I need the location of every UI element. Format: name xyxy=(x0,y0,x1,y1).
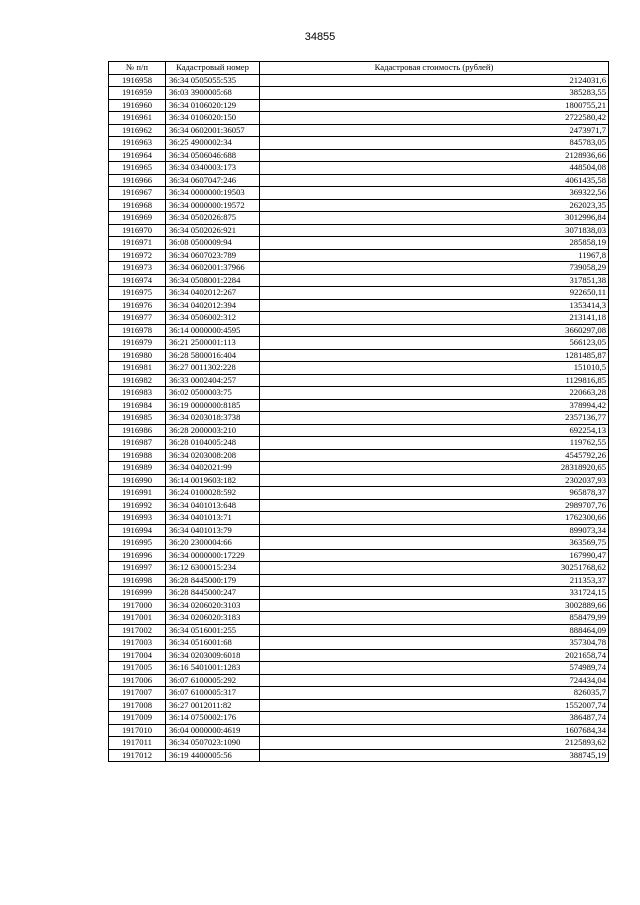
cadastral-value-cell: 213141,18 xyxy=(260,312,609,325)
row-number-cell: 1916985 xyxy=(109,412,166,425)
cadastral-number-cell: 36:34 0203018:3738 xyxy=(166,412,260,425)
cadastral-number-cell: 36:19 0000000:8185 xyxy=(166,399,260,412)
cadastral-value-cell: 357304,78 xyxy=(260,637,609,650)
table-row xyxy=(109,124,609,137)
cadastral-value-cell: 448504,08 xyxy=(260,162,609,175)
table-row xyxy=(109,574,609,587)
row-number-cell: 1916987 xyxy=(109,437,166,450)
row-number-cell: 1916974 xyxy=(109,274,166,287)
cadastral-number-cell: 36:28 5800016:404 xyxy=(166,349,260,362)
cadastral-value-table xyxy=(108,61,609,762)
row-number-cell: 1916964 xyxy=(109,149,166,162)
table-row xyxy=(109,137,609,150)
cadastral-value-cell: 151010,5 xyxy=(260,362,609,375)
cadastral-number-cell: 36:34 0203008:208 xyxy=(166,449,260,462)
table-row xyxy=(109,362,609,375)
table-row xyxy=(109,449,609,462)
cadastral-value-cell: 1353414,3 xyxy=(260,299,609,312)
cadastral-number-cell: 36:34 0516001:68 xyxy=(166,637,260,650)
cadastral-value-cell: 363569,75 xyxy=(260,537,609,550)
cadastral-number-cell: 36:34 0505055:535 xyxy=(166,74,260,87)
table-row xyxy=(109,624,609,637)
row-number-cell: 1916996 xyxy=(109,549,166,562)
row-number-cell: 1917007 xyxy=(109,687,166,700)
cadastral-value-cell: 28318920,65 xyxy=(260,462,609,475)
table-row xyxy=(109,387,609,400)
cadastral-number-cell: 36:34 0000000:17229 xyxy=(166,549,260,562)
table-row xyxy=(109,174,609,187)
cadastral-number-cell: 36:34 0506002:312 xyxy=(166,312,260,325)
cadastral-value-cell: 1281485,87 xyxy=(260,349,609,362)
cadastral-value-cell: 385283,55 xyxy=(260,87,609,100)
cadastral-value-cell: 2357136,77 xyxy=(260,412,609,425)
cadastral-value-cell: 369322,56 xyxy=(260,187,609,200)
cadastral-value-cell: 4061435,58 xyxy=(260,174,609,187)
table-row xyxy=(109,562,609,575)
row-number-cell: 1916988 xyxy=(109,449,166,462)
row-number-cell: 1917010 xyxy=(109,724,166,737)
table-row xyxy=(109,312,609,325)
table-row xyxy=(109,499,609,512)
row-number-cell: 1917012 xyxy=(109,749,166,762)
table-row xyxy=(109,549,609,562)
row-number-cell: 1916975 xyxy=(109,287,166,300)
table-row xyxy=(109,599,609,612)
cadastral-number-cell: 36:12 6300015:234 xyxy=(166,562,260,575)
row-number-cell: 1916994 xyxy=(109,524,166,537)
row-number-cell: 1916977 xyxy=(109,312,166,325)
cadastral-value-cell: 826035,7 xyxy=(260,687,609,700)
table-row xyxy=(109,374,609,387)
row-number-cell: 1916958 xyxy=(109,74,166,87)
cadastral-value-cell: 888464,09 xyxy=(260,624,609,637)
table-header-row xyxy=(109,62,609,75)
cadastral-value-cell: 922650,11 xyxy=(260,287,609,300)
row-number-cell: 1917009 xyxy=(109,712,166,725)
table-row xyxy=(109,274,609,287)
cadastral-value-cell: 724434,04 xyxy=(260,674,609,687)
row-number-cell: 1917006 xyxy=(109,674,166,687)
table-row xyxy=(109,199,609,212)
cadastral-number-cell: 36:34 0506046:688 xyxy=(166,149,260,162)
table-row xyxy=(109,474,609,487)
row-number-cell: 1916997 xyxy=(109,562,166,575)
table-row xyxy=(109,637,609,650)
table-row xyxy=(109,187,609,200)
row-number-cell: 1916990 xyxy=(109,474,166,487)
header-row-number: № п/п xyxy=(109,62,166,75)
cadastral-value-cell: 739058,29 xyxy=(260,262,609,275)
cadastral-value-cell: 211353,37 xyxy=(260,574,609,587)
table-row xyxy=(109,74,609,87)
cadastral-number-cell: 36:28 0104005:248 xyxy=(166,437,260,450)
row-number-cell: 1917002 xyxy=(109,624,166,637)
cadastral-number-cell: 36:25 4900002:34 xyxy=(166,137,260,150)
cadastral-number-cell: 36:24 0100028:592 xyxy=(166,487,260,500)
table-row xyxy=(109,237,609,250)
row-number-cell: 1916963 xyxy=(109,137,166,150)
table-row xyxy=(109,524,609,537)
row-number-cell: 1917008 xyxy=(109,699,166,712)
cadastral-value-cell: 388745,19 xyxy=(260,749,609,762)
row-number-cell: 1916969 xyxy=(109,212,166,225)
row-number-cell: 1916998 xyxy=(109,574,166,587)
cadastral-number-cell: 36:34 0401013:79 xyxy=(166,524,260,537)
cadastral-number-cell: 36:34 0502026:875 xyxy=(166,212,260,225)
cadastral-number-cell: 36:21 2500001:113 xyxy=(166,337,260,350)
cadastral-value-cell: 3002889,66 xyxy=(260,599,609,612)
cadastral-number-cell: 36:20 2300004:66 xyxy=(166,537,260,550)
table-row xyxy=(109,687,609,700)
table-row xyxy=(109,112,609,125)
cadastral-value-cell: 2473971,7 xyxy=(260,124,609,137)
table-row xyxy=(109,749,609,762)
row-number-cell: 1916986 xyxy=(109,424,166,437)
table-row xyxy=(109,537,609,550)
cadastral-value-cell: 285858,19 xyxy=(260,237,609,250)
table-row xyxy=(109,649,609,662)
row-number-cell: 1916983 xyxy=(109,387,166,400)
table-row xyxy=(109,699,609,712)
table-body xyxy=(109,74,609,762)
cadastral-value-cell: 2989707,76 xyxy=(260,499,609,512)
cadastral-number-cell: 36:27 0011302:228 xyxy=(166,362,260,375)
row-number-cell: 1916982 xyxy=(109,374,166,387)
table-row xyxy=(109,462,609,475)
cadastral-number-cell: 36:34 0602001:37966 xyxy=(166,262,260,275)
cadastral-number-cell: 36:34 0402021:99 xyxy=(166,462,260,475)
cadastral-number-cell: 36:04 0000000:4619 xyxy=(166,724,260,737)
row-number-cell: 1916970 xyxy=(109,224,166,237)
cadastral-value-cell: 692254,13 xyxy=(260,424,609,437)
table-row xyxy=(109,212,609,225)
table-row xyxy=(109,162,609,175)
table-row xyxy=(109,349,609,362)
row-number-cell: 1916959 xyxy=(109,87,166,100)
row-number-cell: 1916965 xyxy=(109,162,166,175)
table-row xyxy=(109,612,609,625)
table-row xyxy=(109,249,609,262)
table-row xyxy=(109,712,609,725)
cadastral-number-cell: 36:34 0106020:150 xyxy=(166,112,260,125)
table-row xyxy=(109,324,609,337)
cadastral-value-cell: 1800755,21 xyxy=(260,99,609,112)
cadastral-value-cell: 119762,55 xyxy=(260,437,609,450)
table-row xyxy=(109,399,609,412)
cadastral-number-cell: 36:34 0206020:3103 xyxy=(166,599,260,612)
row-number-cell: 1916984 xyxy=(109,399,166,412)
table-row xyxy=(109,674,609,687)
table-row xyxy=(109,437,609,450)
row-number-cell: 1916995 xyxy=(109,537,166,550)
cadastral-value-cell: 965878,37 xyxy=(260,487,609,500)
row-number-cell: 1916968 xyxy=(109,199,166,212)
cadastral-value-cell: 1552007,74 xyxy=(260,699,609,712)
row-number-cell: 1916980 xyxy=(109,349,166,362)
cadastral-value-cell: 3660297,08 xyxy=(260,324,609,337)
row-number-cell: 1916989 xyxy=(109,462,166,475)
cadastral-number-cell: 36:34 0607023:789 xyxy=(166,249,260,262)
cadastral-value-cell: 858479,99 xyxy=(260,612,609,625)
cadastral-number-cell: 36:03 3900005:68 xyxy=(166,87,260,100)
row-number-cell: 1916960 xyxy=(109,99,166,112)
cadastral-value-cell: 262023,35 xyxy=(260,199,609,212)
cadastral-value-cell: 2128936,66 xyxy=(260,149,609,162)
cadastral-value-cell: 1762300,66 xyxy=(260,512,609,525)
cadastral-value-cell: 2125893,62 xyxy=(260,737,609,750)
table-row xyxy=(109,87,609,100)
table-row xyxy=(109,412,609,425)
table-row xyxy=(109,224,609,237)
cadastral-value-cell: 2124031,6 xyxy=(260,74,609,87)
cadastral-number-cell: 36:33 0002404:257 xyxy=(166,374,260,387)
cadastral-number-cell: 36:34 0000000:19503 xyxy=(166,187,260,200)
cadastral-value-cell: 899073,34 xyxy=(260,524,609,537)
table-row xyxy=(109,299,609,312)
cadastral-number-cell: 36:34 0401013:648 xyxy=(166,499,260,512)
cadastral-number-cell: 36:16 5401001:1283 xyxy=(166,662,260,675)
row-number-cell: 1916999 xyxy=(109,587,166,600)
cadastral-number-cell: 36:08 0500009:94 xyxy=(166,237,260,250)
cadastral-number-cell: 36:34 0340003:173 xyxy=(166,162,260,175)
cadastral-value-cell: 331724,15 xyxy=(260,587,609,600)
cadastral-value-cell: 386487,74 xyxy=(260,712,609,725)
row-number-cell: 1917004 xyxy=(109,649,166,662)
cadastral-value-cell: 317851,38 xyxy=(260,274,609,287)
cadastral-number-cell: 36:28 2000003:210 xyxy=(166,424,260,437)
table-row xyxy=(109,587,609,600)
row-number-cell: 1917000 xyxy=(109,599,166,612)
cadastral-number-cell: 36:28 8445000:179 xyxy=(166,574,260,587)
row-number-cell: 1916962 xyxy=(109,124,166,137)
header-cadastral-value: Кадастровая стоимость (рублей) xyxy=(260,62,609,75)
cadastral-number-cell: 36:34 0402012:267 xyxy=(166,287,260,300)
table-row xyxy=(109,337,609,350)
cadastral-value-cell: 11967,8 xyxy=(260,249,609,262)
cadastral-number-cell: 36:34 0507023:1090 xyxy=(166,737,260,750)
cadastral-number-cell: 36:14 0750002:176 xyxy=(166,712,260,725)
cadastral-number-cell: 36:34 0502026:921 xyxy=(166,224,260,237)
table-row xyxy=(109,724,609,737)
cadastral-number-cell: 36:07 6100005:317 xyxy=(166,687,260,700)
header-cadastral-number: Кадастровый номер xyxy=(166,62,260,75)
cadastral-number-cell: 36:02 0500003:75 xyxy=(166,387,260,400)
cadastral-number-cell: 36:34 0106020:129 xyxy=(166,99,260,112)
page-number: 34855 xyxy=(304,31,336,43)
cadastral-number-cell: 36:34 0206020:3183 xyxy=(166,612,260,625)
cadastral-value-cell: 167990,47 xyxy=(260,549,609,562)
row-number-cell: 1917003 xyxy=(109,637,166,650)
cadastral-value-cell: 3012996,84 xyxy=(260,212,609,225)
cadastral-value-cell: 3071838,03 xyxy=(260,224,609,237)
cadastral-number-cell: 36:28 8445000:247 xyxy=(166,587,260,600)
row-number-cell: 1916961 xyxy=(109,112,166,125)
table-row xyxy=(109,287,609,300)
cadastral-number-cell: 36:34 0508001:2284 xyxy=(166,274,260,287)
cadastral-value-cell: 2302037,93 xyxy=(260,474,609,487)
cadastral-number-cell: 36:14 0019603:182 xyxy=(166,474,260,487)
table-row xyxy=(109,149,609,162)
table-row xyxy=(109,487,609,500)
cadastral-number-cell: 36:34 0602001:36057 xyxy=(166,124,260,137)
row-number-cell: 1916992 xyxy=(109,499,166,512)
cadastral-number-cell: 36:19 4400005:56 xyxy=(166,749,260,762)
cadastral-value-cell: 566123,05 xyxy=(260,337,609,350)
cadastral-value-cell: 574989,74 xyxy=(260,662,609,675)
table-row xyxy=(109,262,609,275)
cadastral-value-cell: 1607684,34 xyxy=(260,724,609,737)
cadastral-number-cell: 36:34 0000000:19572 xyxy=(166,199,260,212)
row-number-cell: 1916993 xyxy=(109,512,166,525)
row-number-cell: 1916972 xyxy=(109,249,166,262)
cadastral-number-cell: 36:34 0402012:394 xyxy=(166,299,260,312)
row-number-cell: 1916979 xyxy=(109,337,166,350)
cadastral-number-cell: 36:34 0516001:255 xyxy=(166,624,260,637)
cadastral-number-cell: 36:14 0000000:4595 xyxy=(166,324,260,337)
row-number-cell: 1916991 xyxy=(109,487,166,500)
cadastral-value-cell: 2722580,42 xyxy=(260,112,609,125)
cadastral-value-cell: 30251768,62 xyxy=(260,562,609,575)
cadastral-value-cell: 2021658,74 xyxy=(260,649,609,662)
table-row xyxy=(109,737,609,750)
row-number-cell: 1917001 xyxy=(109,612,166,625)
cadastral-number-cell: 36:27 0012011:82 xyxy=(166,699,260,712)
row-number-cell: 1916981 xyxy=(109,362,166,375)
row-number-cell: 1917011 xyxy=(109,737,166,750)
cadastral-number-cell: 36:34 0401013:71 xyxy=(166,512,260,525)
cadastral-value-cell: 378994,42 xyxy=(260,399,609,412)
row-number-cell: 1916971 xyxy=(109,237,166,250)
row-number-cell: 1916973 xyxy=(109,262,166,275)
cadastral-value-cell: 845783,05 xyxy=(260,137,609,150)
row-number-cell: 1917005 xyxy=(109,662,166,675)
cadastral-number-cell: 36:34 0607047:246 xyxy=(166,174,260,187)
table-row xyxy=(109,99,609,112)
table-row xyxy=(109,512,609,525)
row-number-cell: 1916976 xyxy=(109,299,166,312)
cadastral-number-cell: 36:34 0203009:6018 xyxy=(166,649,260,662)
cadastral-value-cell: 4545792,26 xyxy=(260,449,609,462)
row-number-cell: 1916978 xyxy=(109,324,166,337)
cadastral-value-cell: 1129816,85 xyxy=(260,374,609,387)
table-row xyxy=(109,424,609,437)
table-row xyxy=(109,662,609,675)
row-number-cell: 1916967 xyxy=(109,187,166,200)
cadastral-value-cell: 220663,28 xyxy=(260,387,609,400)
cadastral-number-cell: 36:07 6100005:292 xyxy=(166,674,260,687)
row-number-cell: 1916966 xyxy=(109,174,166,187)
